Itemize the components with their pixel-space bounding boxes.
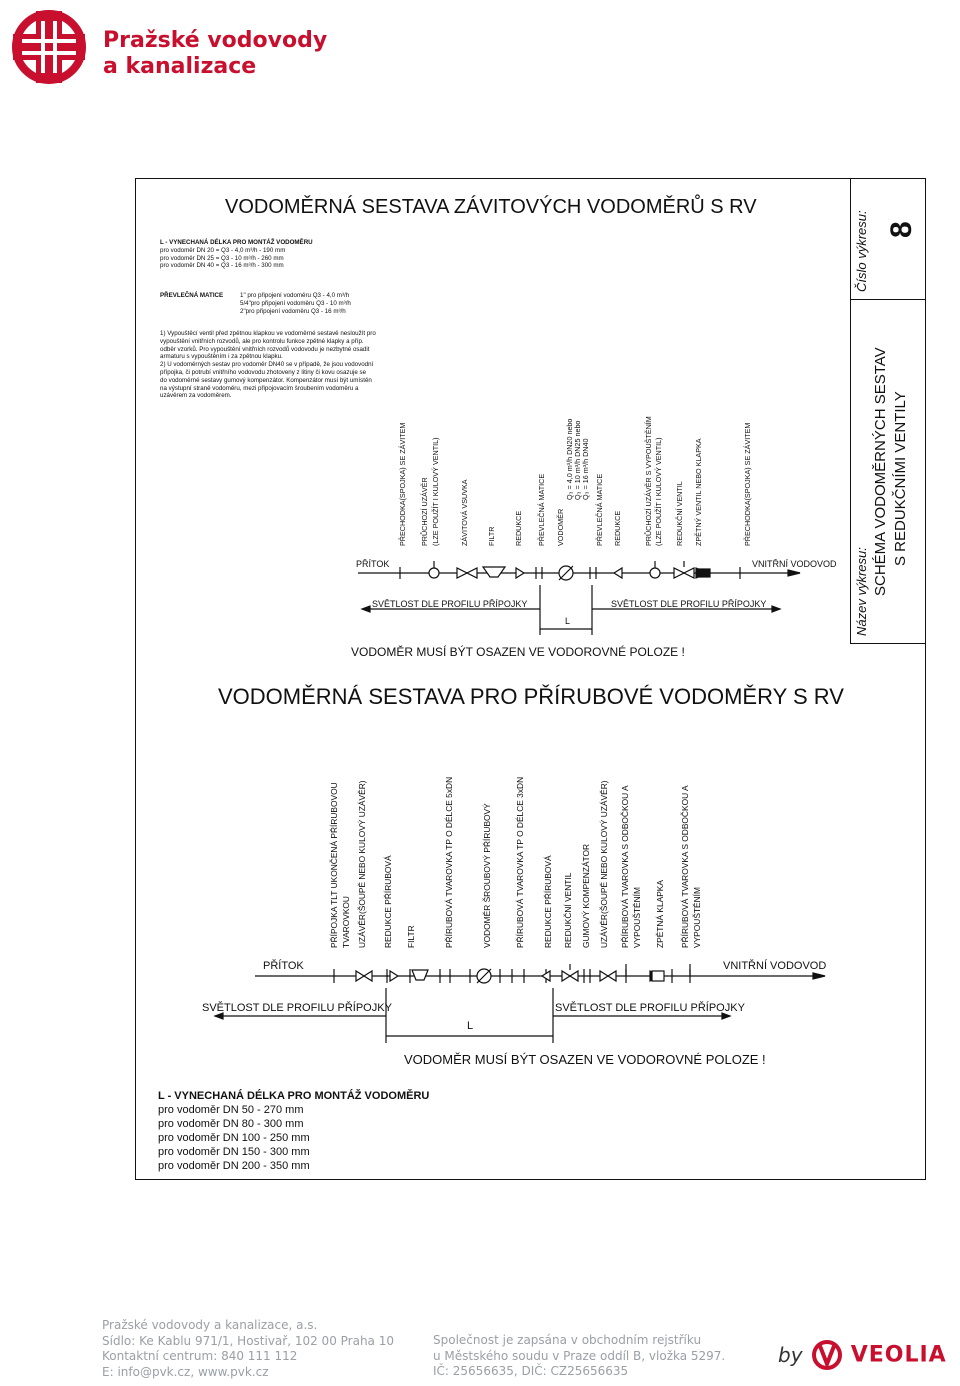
section1-l-line: pro vodoměr DN 40 = Q3 - 16 m³/h - 300 mm — [160, 262, 284, 270]
brand-name-line1: Pražské vodovody — [103, 28, 328, 53]
component-label: ZPĚTNÁ KLAPKA — [655, 880, 665, 948]
section1-matice-line: 2"pro připojení vodoměru Q3 - 16 m³/h — [240, 307, 346, 315]
section1-notes — [160, 330, 376, 400]
component-label: UZÁVĚR(ŠOUPĚ NEBO KULOVÝ UZÁVĚR) — [357, 780, 367, 948]
component-label: FILTR — [487, 526, 496, 546]
footer-address: Sídlo: Ke Kablu 971/1, Hostivař, 102 00 Praha 10 — [102, 1333, 394, 1348]
note-line: do vodoměrné sestavy gumový kompenzátor. Kompenzátor musí být umístěn — [160, 376, 372, 384]
component-label: VYPOUŠTĚNÍM — [692, 887, 702, 948]
component-label: PŘÍRUBOVÁ TVAROVKA TP O DÉLCE 5xDN — [444, 776, 454, 948]
component-label: PŘÍRUBOVÁ TVAROVKA TP O DÉLCE 3xDN — [515, 776, 525, 948]
note-line: 2) U vodoměrných sestav pro vodoměr DN40 se v případě, že jsou vodovodní — [160, 361, 374, 369]
component-label: PŘEVLEČNÁ MATICE — [595, 473, 604, 546]
footer-left — [102, 1318, 394, 1380]
component-label: PRŮCHOZÍ UZÁVĚR S VYPOUŠTĚNÍM — [644, 416, 653, 546]
section1-l-symbol: L — [565, 616, 571, 626]
component-label: REDUKCE — [613, 510, 622, 546]
note-line: uzávěrem za vodoměrem. — [160, 392, 232, 400]
component-label: PŘEVLEČNÁ MATICE — [537, 473, 546, 546]
section2-schematic — [200, 958, 830, 1048]
note-line: 1) Vypouštěcí ventil před zpětnou klapkou ve vodoměrné sestavě nesloužít pro — [160, 330, 376, 337]
veolia-logo — [778, 1340, 947, 1370]
section2-l-block — [158, 1089, 429, 1173]
section2-warning: VODOMĚR MUSÍ BÝT OSAZEN VE VODOROVNÉ POLOZE ! — [404, 1052, 766, 1067]
section1-inlet-label: PŘÍTOK — [356, 559, 390, 569]
component-label: PŘECHODKA(SPOJKA) SE ZÁVITEM — [743, 422, 752, 546]
note-line: armaturu s vypouštěním i za zpětnou klapku. — [160, 353, 283, 361]
component-label: REDUKČNÍ VENTIL — [675, 481, 684, 546]
veolia-emblem-icon — [810, 1340, 844, 1370]
section2-l-header: L - VYNECHANÁ DÉLKA PRO MONTÁŽ VODOMĚRU — [158, 1090, 430, 1102]
section2-clearance-left: SVĚTLOST DLE PROFILU PŘÍPOJKY — [202, 1002, 392, 1014]
component-label: VODOMĚR ŠROUBOVÝ PŘÍRUBOVÝ — [482, 803, 492, 948]
section1-outlet-label: VNITŘNÍ VODOVOD — [752, 559, 837, 569]
component-label: PŘÍRUBOVÁ TVAROVKA S ODBOČKOU A — [620, 785, 630, 948]
component-label: REDUKCE PŘÍRUBOVÁ — [383, 855, 393, 948]
section2-l-line: pro vodoměr DN 150 - 300 mm — [158, 1146, 310, 1158]
note-line: vypouštění vnitřních rozvodů, ale pro kontrolu funkce zpětné klapky a příp. — [160, 337, 364, 345]
footer-court: u Městského soudu v Praze oddíl B, vložka 5297. — [433, 1348, 726, 1363]
section1-clearance-right: SVĚTLOST DLE PROFILU PŘÍPOJKY — [611, 599, 767, 609]
drawing-number-label: Číslo výkresu: — [854, 210, 869, 292]
brand-name — [103, 28, 327, 80]
drawing-name-line2: S REDUKČNÍMI VENTILY — [892, 391, 909, 566]
component-label: Q₃ = 4,0 m³/h DN20 nebo — [565, 418, 574, 500]
footer-ids: IČ: 25656635, DIČ: CZ25656635 — [433, 1364, 629, 1378]
note-line: odběr vzorků. Pro vypouštění vnitřních rozvodů vodovodu je nezbytné osadit — [160, 345, 370, 353]
section1-matice-header: PŘEVLEČNÁ MATICE — [160, 292, 224, 299]
component-label: (LZE POUŽÍT I KULOVÝ VENTIL) — [654, 437, 663, 546]
footer-right — [433, 1333, 725, 1380]
component-label: Q₃ = 16 m³/h DN40 — [581, 438, 590, 500]
section2-title: VODOMĚRNÁ SESTAVA PRO PŘÍRUBOVÉ VODOMĚRY S RV — [218, 684, 844, 709]
component-label: VODOMĚR — [556, 508, 565, 546]
component-label: FILTR — [406, 925, 416, 948]
drawing-name-label: Název výkresu: — [854, 547, 869, 636]
section1-matice-block — [240, 292, 351, 315]
component-label: GUMOVÝ KOMPENZÁTOR — [581, 843, 591, 948]
brand-logo-icon — [10, 9, 88, 85]
component-label: PŘÍPOJKA TLT UKONČENÁ PŘÍRUBOVOU — [329, 782, 339, 948]
section1-clearance-left: SVĚTLOST DLE PROFILU PŘÍPOJKY — [372, 599, 528, 609]
section1-schematic — [340, 555, 850, 635]
section1-l-block — [160, 239, 313, 270]
section2-inlet-label: PŘÍTOK — [263, 960, 304, 972]
component-label: TVAROVKOU — [341, 896, 351, 948]
brand-name-line2: a kanalizace — [103, 54, 257, 79]
drawing-number: 8 — [885, 221, 918, 238]
drawing-name-line1: SCHÉMA VODOMĚRNÝCH SESTAV — [872, 347, 889, 596]
component-label: REDUKČNÍ VENTIL — [563, 872, 573, 948]
component-label: REDUKCE — [514, 510, 523, 546]
veolia-name: VEOLIA — [850, 1342, 947, 1368]
section1-l-line: pro vodoměr DN 25 = Q3 - 10 m³/h - 260 mm — [160, 254, 284, 262]
component-label: ZÁVITOVÁ VSUVKA — [460, 479, 469, 546]
section2-outlet-label: VNITŘNÍ VODOVOD — [723, 960, 827, 972]
section1-title: VODOMĚRNÁ SESTAVA ZÁVITOVÝCH VODOMĚRŮ S RV — [225, 196, 757, 218]
footer-company: Pražské vodovody a kanalizace, a.s. — [102, 1318, 318, 1332]
component-label: ZPĚTNÝ VENTIL NEBO KLAPKA — [694, 438, 703, 546]
section2-l-line: pro vodoměr DN 80 - 300 mm — [158, 1118, 304, 1130]
section2-l-line: pro vodoměr DN 50 - 270 mm — [158, 1104, 304, 1116]
footer-email: E: info@pvk.cz, www.pvk.cz — [102, 1364, 269, 1379]
note-line: přípojka, či potrubí vnitřního vodovodu zhotoveny z litiny či kovu osazuje se — [160, 368, 367, 376]
section1-matice-line: 1" pro připojení vodoměru Q3 - 4,0 m³/h — [240, 292, 350, 299]
section2-l-line: pro vodoměr DN 200 - 350 mm — [158, 1160, 310, 1172]
component-label: PŘECHODKA(SPOJKA) SE ZÁVITEM — [398, 422, 407, 546]
footer-contact: Kontaktní centrum: 840 111 112 — [102, 1349, 298, 1363]
component-label: PRŮCHOZÍ UZÁVĚR — [420, 477, 429, 546]
section1-l-line: pro vodoměr DN 20 = Q3 - 4,0 m³/h - 190 mm — [160, 246, 286, 254]
component-label: PŘÍRUBOVÁ TVAROVKA S ODBOČKOU A — [680, 785, 690, 948]
footer-register: Společnost je zapsána v obchodním rejstříku — [433, 1333, 702, 1347]
component-label: VYPOUŠTĚNÍM — [632, 887, 642, 948]
component-label: Q₃ = 10 m³/h DN25 nebo — [573, 420, 582, 500]
component-label: (LZE POUŽÍT I KULOVÝ VENTIL) — [431, 437, 440, 546]
section1-l-header: L - VYNECHANÁ DÉLKA PRO MONTÁŽ VODOMĚRU — [160, 239, 313, 246]
veolia-by: by — [778, 1343, 803, 1367]
section2-l-line: pro vodoměr DN 100 - 250 mm — [158, 1132, 310, 1144]
section1-warning: VODOMĚR MUSÍ BÝT OSAZEN VE VODOROVNÉ POLOZE ! — [351, 645, 685, 659]
component-label: UZÁVĚR(ŠOUPĚ NEBO KULOVÝ UZÁVĚR) — [599, 780, 609, 948]
section2-l-symbol: L — [467, 1020, 474, 1032]
component-label: REDUKCE PŘÍRUBOVÁ — [543, 855, 553, 948]
section1-matice-line: 5/4"pro připojení vodoměru Q3 - 10 m³/h — [240, 299, 351, 307]
note-line: na výstupní straně vodoměru, mezi připojovacím šroubením vodoměru a — [160, 384, 359, 392]
section2-clearance-right: SVĚTLOST DLE PROFILU PŘÍPOJKY — [555, 1002, 745, 1014]
